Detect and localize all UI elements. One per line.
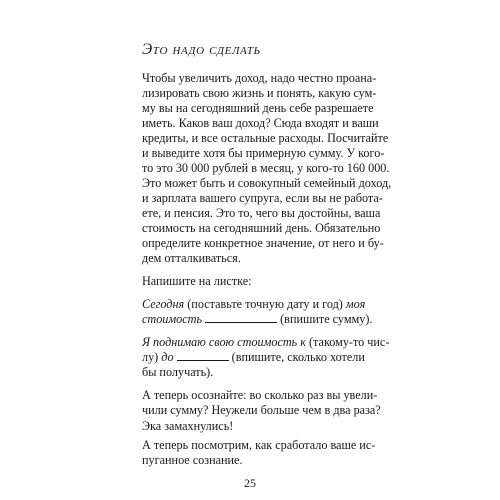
fill-line-1-row-1 bbox=[142, 297, 365, 312]
fill-line-2-text: лу) bbox=[142, 350, 162, 364]
blank-line bbox=[205, 312, 277, 323]
paragraph-2-line: А теперь осознайте: во сколько раз вы увели- bbox=[142, 388, 378, 402]
paragraph-2-line: чили сумму? Неужели больше чем в два раза? bbox=[142, 403, 381, 417]
blank-line bbox=[177, 350, 229, 361]
fill-line-2-italic: Я поднимаю свою стоимость к bbox=[142, 335, 306, 349]
paragraph-1-line: му вы на сегодняшний день себе разрешаете bbox=[142, 101, 374, 115]
section-title: Это надо сделать bbox=[142, 41, 261, 58]
fill-line-1-text: (впишите сумму). bbox=[277, 312, 373, 326]
paragraph-4-line: пуганное сознание. bbox=[142, 453, 243, 467]
paragraph-1-line: кредиты, и все остальные расходы. Посчитайте bbox=[142, 131, 389, 145]
paragraph-1-line: определите конкретное значение, от него и бу- bbox=[142, 236, 384, 250]
paragraph-1-line: лизировать свою жизнь и понять, какую сум- bbox=[142, 86, 377, 100]
fill-line-2-row-3: бы получать). bbox=[142, 365, 214, 379]
paragraph-1-line: иметь. Каков ваш доход? Сюда входят и ваши bbox=[142, 116, 379, 130]
fill-line-2-text: (такому-то чис- bbox=[305, 335, 390, 349]
paragraph-3: Эка замахнулись! bbox=[142, 419, 234, 433]
instruction-text: Напишите на листке: bbox=[142, 274, 252, 288]
fill-line-1-italic: Сегодня bbox=[142, 297, 185, 311]
page-number: 25 bbox=[244, 476, 256, 490]
paragraph-4-line: А теперь посмотрим, как сработало ваше ис- bbox=[142, 438, 376, 452]
paragraph-1-line: дем отталкиваться. bbox=[142, 251, 241, 265]
fill-line-1-row-2 bbox=[142, 312, 372, 327]
paragraph-1-line: стоимость на сегодняшний день. Обязательно bbox=[142, 221, 381, 235]
fill-line-2-text: (впишите, сколько хотели bbox=[228, 350, 365, 364]
paragraph-1-line: Чтобы увеличить доход, надо честно проана- bbox=[142, 71, 377, 85]
paragraph-1-line: и зарплата вашего супруга, если вы не работа- bbox=[142, 191, 383, 205]
paragraph-1-line: и выведите хотя бы примерную сумму. У кого- bbox=[142, 146, 385, 160]
fill-line-2-italic: до bbox=[161, 350, 174, 364]
paragraph-1-line: Это может быть и совокупный семейный доход, bbox=[142, 176, 392, 190]
paragraph-1-line: ете, и пенсия. Это то, чего вы достойны, ваша bbox=[142, 206, 381, 220]
fill-line-1-text: (поставьте точную дату и год) bbox=[184, 297, 346, 311]
fill-line-1-italic: стоимость bbox=[142, 312, 203, 326]
fill-line-2-row-2 bbox=[142, 350, 365, 365]
paragraph-1-line: то это 30 000 рублей в месяц, у кого-то 160 000. bbox=[142, 161, 390, 175]
fill-line-2-row-1 bbox=[142, 335, 389, 350]
fill-line-1-italic: моя bbox=[345, 297, 366, 311]
